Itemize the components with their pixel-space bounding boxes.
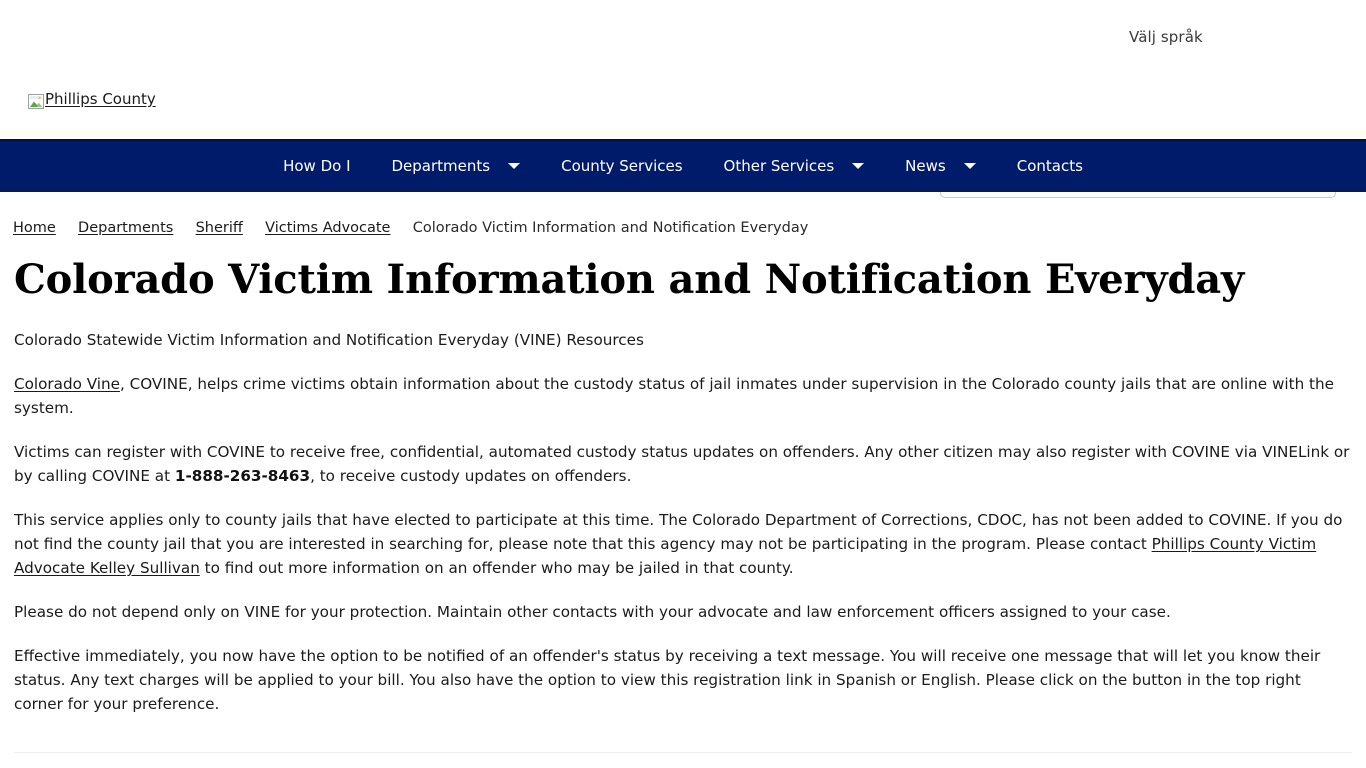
- nav-item-news[interactable]: News: [905, 156, 946, 175]
- breadcrumb-item-sheriff[interactable]: Sheriff: [195, 220, 243, 236]
- paragraph-registration: [14, 440, 1352, 488]
- site-logo-link[interactable]: [28, 89, 156, 109]
- colorado-vine-link[interactable]: Colorado Vine: [14, 375, 120, 393]
- paragraph-disclaimer: Please do not depend only on VINE for your protection. Maintain other contacts with your advocate and law enforcement officers assigned to your case.: [14, 603, 1171, 621]
- nav-items-container: [0, 141, 1366, 190]
- participation-text-after-link: to find out more information on an offender who may be jailed in that county.: [199, 559, 794, 577]
- main-content: [14, 256, 1352, 716]
- paragraph-colorado-vine: [14, 372, 1352, 420]
- chevron-down-icon-other-services[interactable]: [852, 163, 864, 169]
- nav-item-departments[interactable]: Departments: [391, 156, 491, 175]
- chevron-down-icon-departments[interactable]: [508, 163, 520, 169]
- registration-text-after-phone: , to receive custody updates on offenders.: [310, 467, 632, 485]
- language-selector[interactable]: Välj språk: [1129, 28, 1203, 46]
- victim-advocate-link[interactable]: Phillips County Victim Advocate Kelley Sullivan: [14, 535, 1317, 577]
- paragraph-participation: [14, 508, 1352, 580]
- participation-text-before-link: This service applies only to county jails that have elected to participate at this time. The Colorado Department of Corrections, CDOC, has not been added to COVINE. If you do not find the county jail that you are interested in searching for, please note that this agency may not be participating in the program. Please contact: [14, 511, 1343, 553]
- intro-paragraph: Colorado Statewide Victim Information and Notification Everyday (VINE) Resources: [14, 331, 644, 349]
- broken-image-icon: [28, 93, 44, 110]
- breadcrumb-item-departments[interactable]: Departments: [78, 220, 174, 236]
- nav-item-other-services[interactable]: Other Services: [723, 156, 835, 175]
- registration-text-before-phone: Victims can register with COVINE to receive free, confidential, automated custody status updates on offenders. Any other citizen may also register with COVINE via VINELink or by calling COVINE at: [14, 443, 1350, 485]
- breadcrumb: [13, 219, 808, 238]
- covine-phone-number: 1-888-263-8463: [174, 467, 311, 485]
- brand-band: [0, 76, 1366, 138]
- nav-item-contacts[interactable]: Contacts: [1016, 156, 1083, 175]
- breadcrumb-item-home[interactable]: Home: [13, 220, 56, 236]
- site-logo-alt-text: Phillips County: [45, 90, 156, 108]
- paragraph-text-notification: Effective immediately, you now have the option to be notified of an offender's status by receiving a text message. You will receive one message that will let you know their status. Any text charges will be applied to your bill. You also have the option to view this registration link in Spanish or English. Please click on the button in the top right corner for your preference.: [14, 647, 1321, 713]
- top-utility-bar: [0, 0, 1366, 76]
- nav-item-county-services[interactable]: County Services: [561, 156, 683, 175]
- chevron-down-icon-news[interactable]: [964, 163, 976, 169]
- paragraph-colorado-vine-text: , COVINE, helps crime victims obtain information about the custody status of jail inmates under supervision in the Colorado county jails that are online with the system.: [14, 375, 1334, 417]
- breadcrumb-item-current: Colorado Victim Information and Notification Everyday: [412, 220, 809, 236]
- breadcrumb-item-victims-advocate[interactable]: Victims Advocate: [265, 220, 391, 236]
- main-navigation: [0, 139, 1366, 192]
- page-title: Colorado Victim Information and Notification Everyday: [14, 256, 1244, 303]
- accent-strip: [0, 130, 1366, 139]
- nav-item-how-do-i[interactable]: How Do I: [283, 156, 351, 175]
- footer-divider: [14, 752, 1352, 753]
